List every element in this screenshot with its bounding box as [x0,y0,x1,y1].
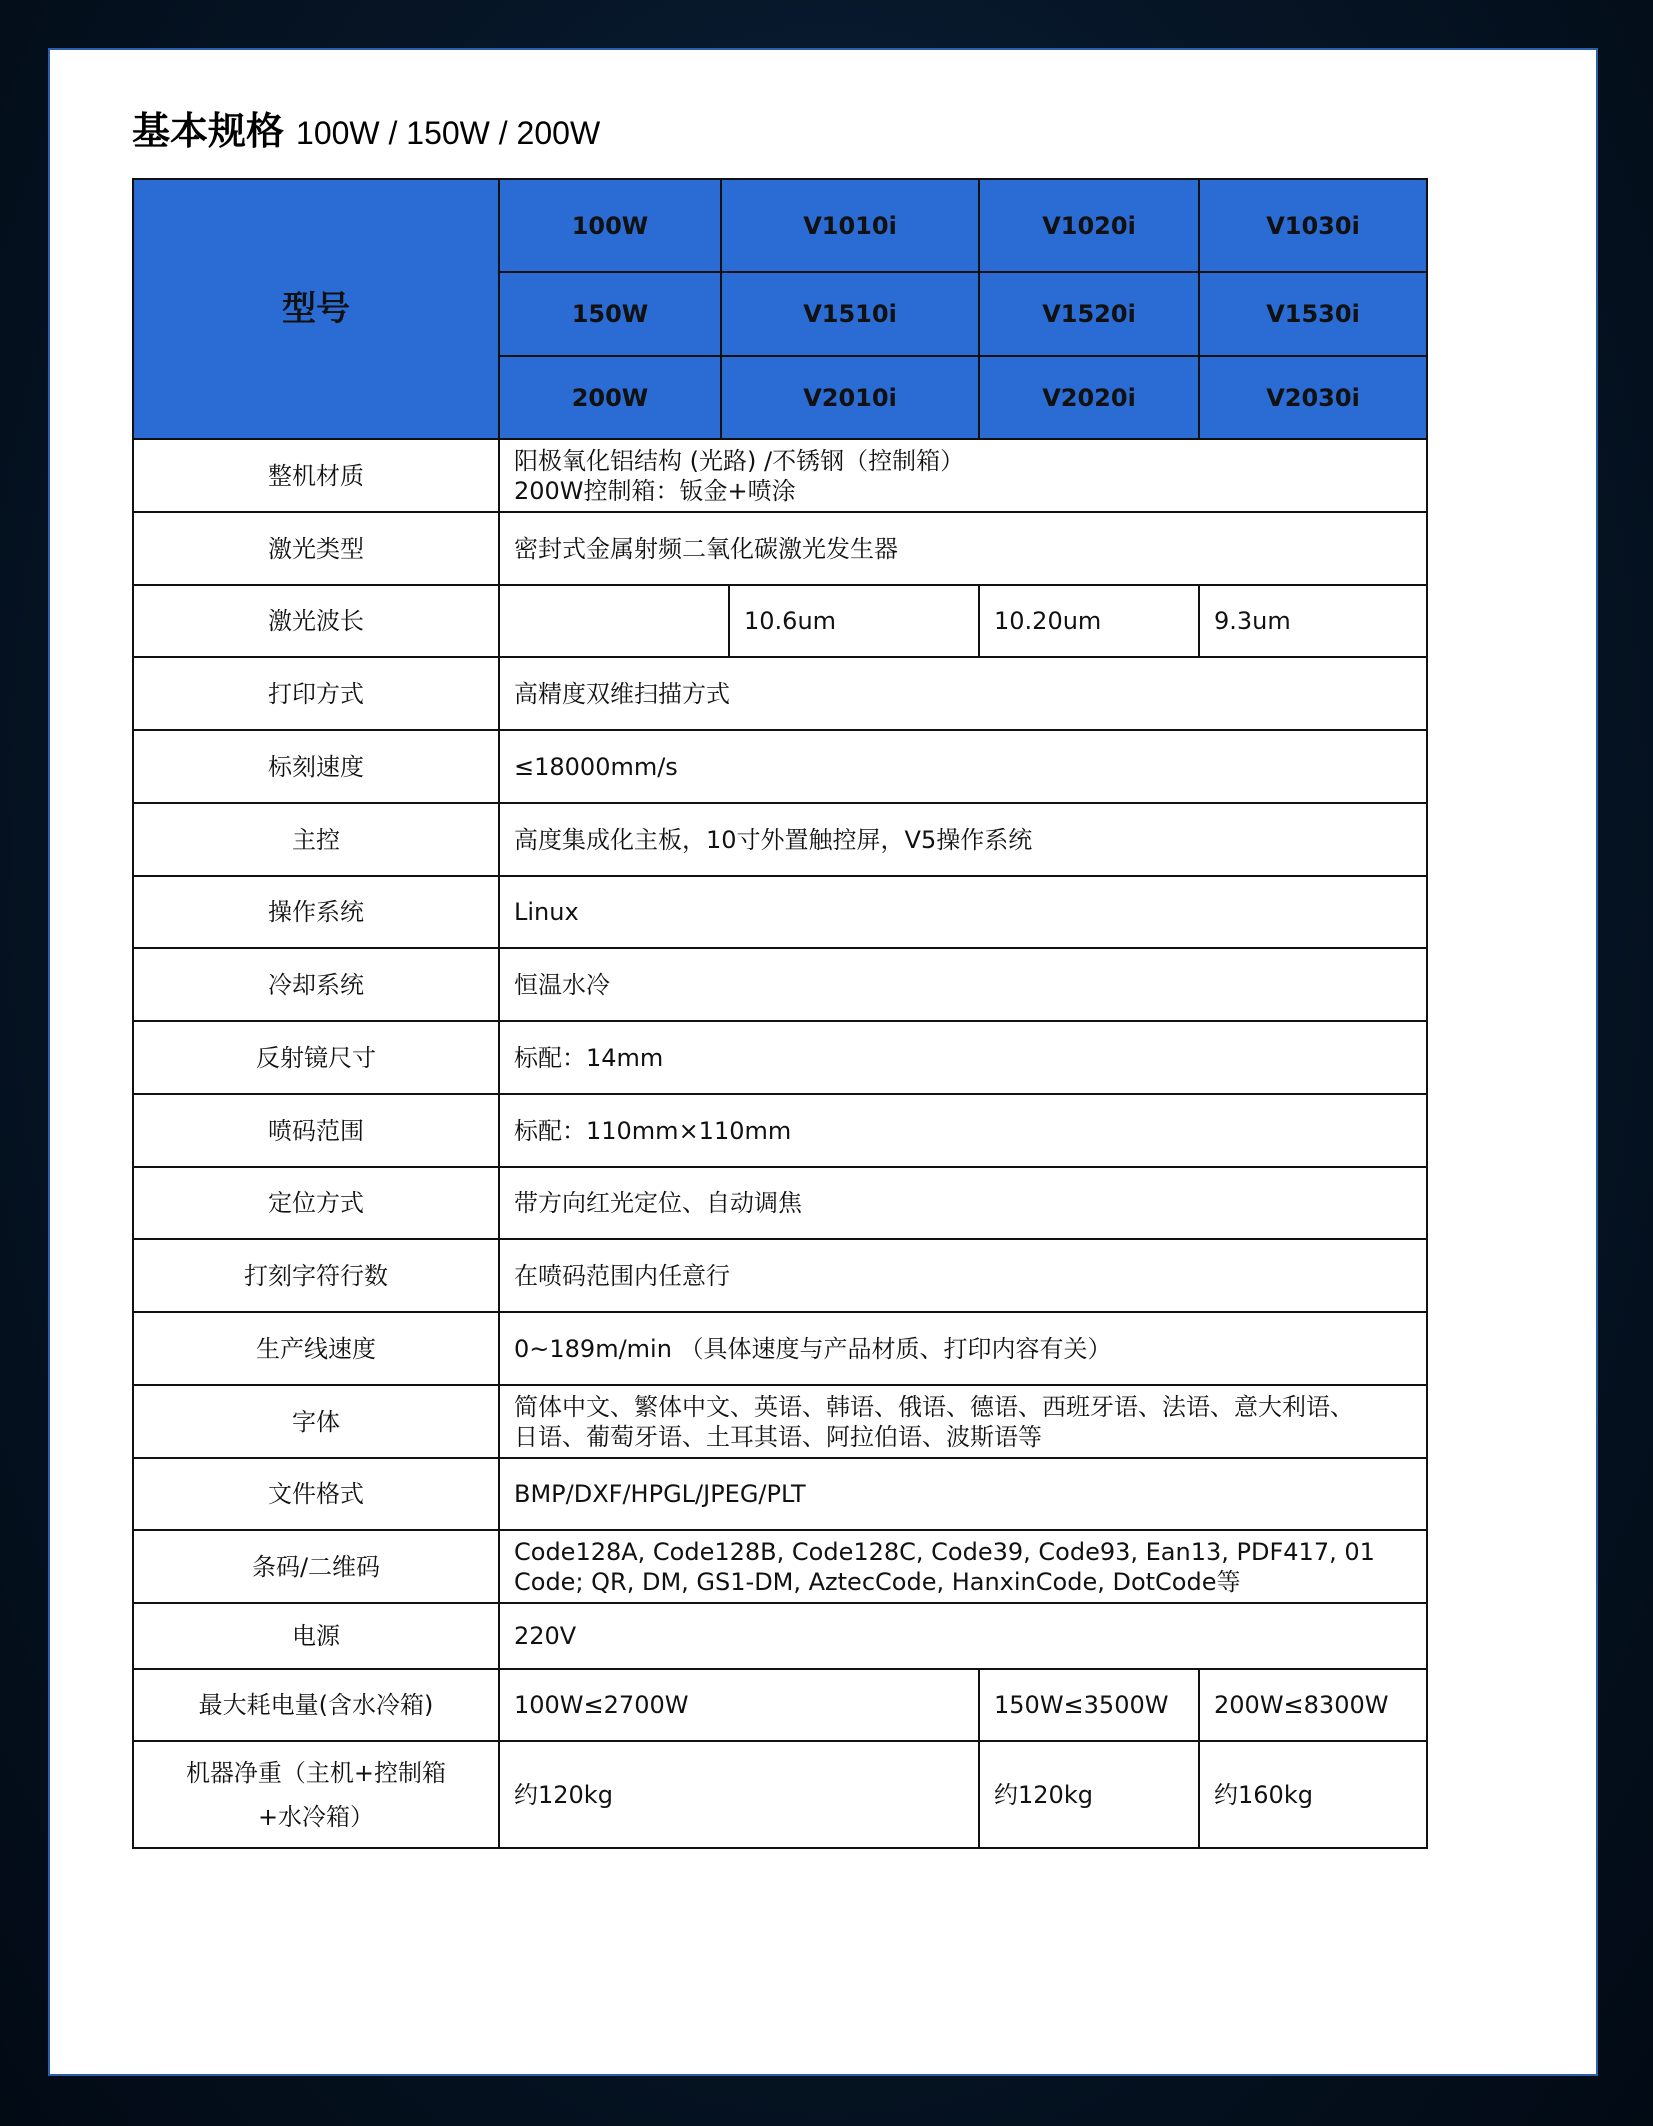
row-value: 标配：14mm [499,1021,1427,1094]
model-power-cell: 200W [499,356,721,439]
power-cell: 200W≤8300W [1199,1669,1427,1741]
row-value [499,1385,1427,1458]
value-line: 阳极氧化铝结构 (光路) /不锈钢（控制箱） [514,446,965,475]
row-label: 操作系统 [133,876,499,948]
row-positioning [133,1167,1427,1239]
model-power-cell: 150W [499,272,721,356]
row-label: 反射镜尺寸 [133,1021,499,1094]
row-file-format [133,1458,1427,1530]
model-cell: V1020i [979,179,1199,272]
row-line-speed [133,1312,1427,1385]
value-line: 日语、葡萄牙语、土耳其语、阿拉伯语、波斯语等 [514,1422,1042,1451]
row-fonts [133,1385,1427,1458]
row-label: 整机材质 [133,439,499,512]
row-power [133,1603,1427,1669]
power-cell: 100W≤2700W [499,1669,979,1741]
row-value [499,1530,1427,1603]
model-power-cell: 100W [499,179,721,272]
value-line: Code; QR, DM, GS1-DM, AztecCode, HanxinCode, DotCode等 [514,1567,1241,1596]
row-value: BMP/DXF/HPGL/JPEG/PLT [499,1458,1427,1530]
title-main: 基本规格 [132,109,285,153]
row-label: 文件格式 [133,1458,499,1530]
row-label: 打刻字符行数 [133,1239,499,1312]
title-sub: 100W / 150W / 200W [296,115,601,151]
row-mirror [133,1021,1427,1094]
row-label: 主控 [133,803,499,876]
value-line: 200W控制箱：钣金+喷涂 [514,476,796,505]
row-label: 激光波长 [133,585,499,657]
row-label: 条码/二维码 [133,1530,499,1603]
row-value: 标配：110mm×110mm [499,1094,1427,1167]
page-title [132,100,600,160]
row-label: 喷码范围 [133,1094,499,1167]
row-char-lines [133,1239,1427,1312]
weight-cell: 约120kg [979,1741,1199,1848]
row-label: 打印方式 [133,657,499,730]
row-label: 电源 [133,1603,499,1669]
row-value: Linux [499,876,1427,948]
row-label [133,1741,499,1848]
row-value: 高精度双维扫描方式 [499,657,1427,730]
wavelength-cell: 9.3um [1199,585,1427,657]
model-cell: V1510i [721,272,979,356]
row-label: 生产线速度 [133,1312,499,1385]
weight-cell: 约160kg [1199,1741,1427,1848]
row-value: 高度集成化主板，10寸外置触控屏，V5操作系统 [499,803,1427,876]
row-label: 字体 [133,1385,499,1458]
row-max-power [133,1669,1427,1741]
row-mark-speed [133,730,1427,803]
row-os [133,876,1427,948]
row-label: 激光类型 [133,512,499,585]
row-wavelength [133,585,1427,657]
model-row-100w [133,179,1427,272]
row-label: 定位方式 [133,1167,499,1239]
row-value: 带方向红光定位、自动调焦 [499,1167,1427,1239]
wavelength-cell [499,585,729,657]
row-value: 220V [499,1603,1427,1669]
value-line: 简体中文、繁体中文、英语、韩语、俄语、德语、西班牙语、法语、意大利语、 [514,1392,1354,1421]
label-line: 机器净重（主机+控制箱 [185,1758,447,1787]
weight-cell: 约120kg [499,1741,979,1848]
row-material [133,439,1427,512]
power-cell: 150W≤3500W [979,1669,1199,1741]
model-label: 型号 [133,179,499,439]
model-cell: V1030i [1199,179,1427,272]
row-value: 在喷码范围内任意行 [499,1239,1427,1312]
model-cell: V2020i [979,356,1199,439]
row-value: 恒温水冷 [499,948,1427,1021]
row-weight [133,1741,1427,1848]
model-cell: V2010i [721,356,979,439]
wavelength-cell: 10.20um [979,585,1199,657]
model-cell: V1010i [721,179,979,272]
row-value: 0~189m/min （具体速度与产品材质、打印内容有关） [499,1312,1427,1385]
value-line: Code128A, Code128B, Code128C, Code39, Code93, Ean13, PDF417, 01 [514,1537,1375,1566]
row-barcode [133,1530,1427,1603]
row-cooling [133,948,1427,1021]
row-value: ≤18000mm/s [499,730,1427,803]
row-value: 密封式金属射频二氧化碳激光发生器 [499,512,1427,585]
wavelength-cell: 10.6um [729,585,979,657]
row-value [499,439,1427,512]
label-line: +水冷箱） [257,1802,375,1831]
model-cell: V1520i [979,272,1199,356]
row-print-mode [133,657,1427,730]
row-label: 冷却系统 [133,948,499,1021]
row-label: 最大耗电量(含水冷箱) [133,1669,499,1741]
row-main-control [133,803,1427,876]
spec-table [132,178,1428,1849]
model-cell: V1530i [1199,272,1427,356]
model-cell: V2030i [1199,356,1427,439]
row-laser-type [133,512,1427,585]
row-label: 标刻速度 [133,730,499,803]
row-range [133,1094,1427,1167]
